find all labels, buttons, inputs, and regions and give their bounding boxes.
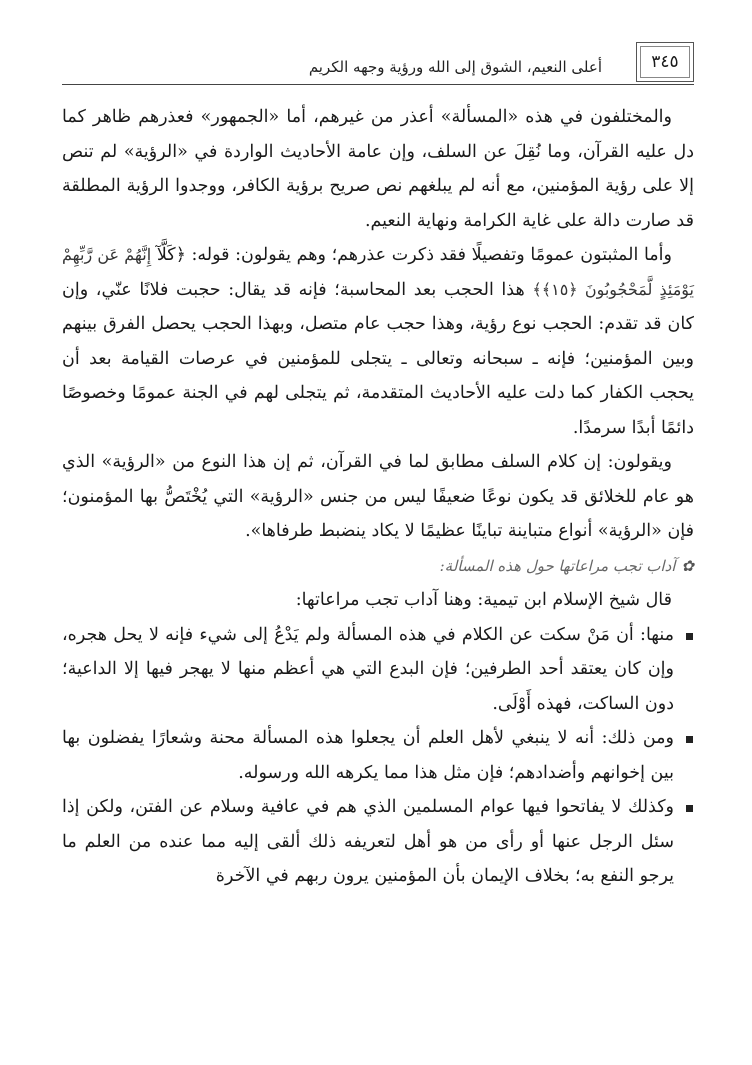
paragraph-2-end: هذا الحجب بعد المحاسبة؛ فإنه قد يقال: حجبت فلانًا عنّي، وإن كان قد تقدم: الحجب نوع رؤية، وهذا حجب عام متصل، وبهذا الحجب يحصل الفرق بينهم وبين المؤمنين؛ فإنه ـ سبحانه وتعالى ـ يتجلى للمؤمنين في عرصات القيامة بعد أن يحجب الكفار كما دلت عليه الأحاديث المتقدمة، ثم يتجلى لهم في الجنة عمومًا وخصوصًا دائمًا أبدًا سرمدًا. (62, 279, 694, 438)
paragraph-3: ويقولون: إن كلام السلف مطابق لما في القرآن، ثم إن هذا النوع من «الرؤية» الذي هو عام للخلائق قد يكون نوعًا ضعيفًا ليس من جنس «الرؤية» التي يُخْتَصُّ بها المؤمنون؛ فإن «الرؤية» أنواع متباينة تباينًا عظيمًا لا يكاد ينضبط طرفاها». (62, 452, 694, 541)
paragraph-1: والمختلفون في هذه «المسألة» أعذر من غيرهم، أما «الجمهور» فعذرهم ظاهر كما دل عليه القرآن، وما نُقِلَ عن السلف، وإن عامة الأحاديث الواردة في «الرؤية» لم تنص إلا على رؤية المؤمنين، مع أنه لم يبلغهم نص صريح برؤية الكافر، ووجدوا الرؤية المطلقة قد صارت دالة على غاية الكرامة ونهاية النعيم. (62, 107, 694, 231)
page-number: ٣٤٥ (636, 42, 694, 82)
quran-verse: إِنَّهُمْ عَن رَّبِّهِمْ يَوْمَئِذٍ لَّمَحْجُوبُونَ ﴿١٥﴾﴾ (62, 245, 694, 299)
running-title: أعلى النعيم، الشوق إلى الله ورؤية وجهه الكريم (308, 58, 602, 76)
bullet-item-1: منها: أن مَنْ سكت عن الكلام في هذه المسألة ولم يَدْعُ إلى شيء فإنه لا يحل هجره، وإن كان يعتقد أحد الطرفين؛ فإن البدع التي هي أعظم منها لا يهجر فيها إلا الداعية؛ دون الساكت، فهذه أَوْلَى. (62, 618, 694, 722)
page-body (62, 100, 694, 894)
bullet-item-2: ومن ذلك: أنه لا ينبغي لأهل العلم أن يجعلوا هذه المسألة محنة وشعارًا يفضلون بها بين إخوانهم وأضدادهم؛ فإن مثل هذا مما يكرهه الله ورسوله. (62, 721, 694, 790)
subheading-text: آداب تجب مراعاتها حول هذه المسألة: (439, 556, 676, 575)
flower-icon: ✿ (681, 556, 694, 575)
paragraph-2-start: وأما المثبتون عمومًا وتفصيلًا فقد ذكرت عذرهم؛ وهم يقولون: قوله: ﴿كَلَّآ (156, 245, 672, 265)
paragraph-2 (62, 238, 694, 445)
section-subheading (62, 549, 694, 584)
page-header (62, 32, 694, 92)
header-rule (62, 84, 694, 85)
paragraph-4: قال شيخ الإسلام ابن تيمية: وهنا آداب تجب مراعاتها: (295, 590, 672, 610)
bullet-item-3: وكذلك لا يفاتحوا فيها عوام المسلمين الذي هم في عافية وسلام عن الفتن، ولكن إذا سئل الرجل عنها أو رأى من هو أهل لتعريفه ذلك ألقى إليه مما عنده من العلم ما يرجو النفع به؛ بخلاف الإيمان بأن المؤمنين يرون ربهم في الآخرة (62, 790, 694, 894)
